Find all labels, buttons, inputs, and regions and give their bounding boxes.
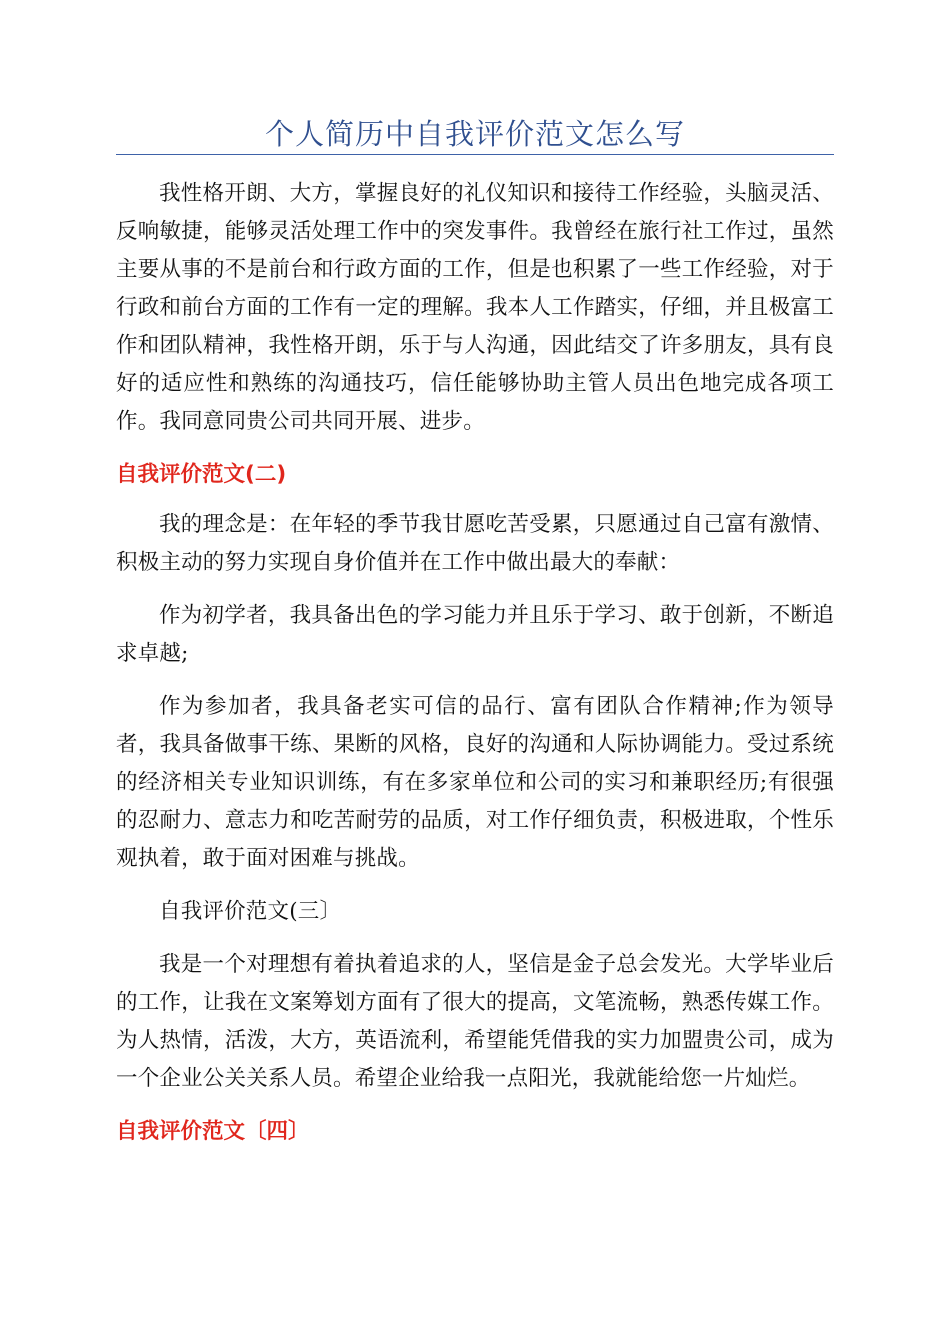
paragraph-2c: 作为参加者，我具备老实可信的品行、富有团队合作精神;作为领导者，我具备做事干练、果断的风格，良好的沟通和人际协调能力。受过系统的经济相关专业知识训练，有在多家单位和公司的实习和兼职经历;有很强的忍耐力、意志力和吃苦耐劳的品质，对工作仔细负责，积极进取，个性乐观执着，敢于面对困难与挑战。 xyxy=(116,694,834,871)
paragraph-1: 我性格开朗、大方，掌握良好的礼仪知识和接待工作经验，头脑灵活、反响敏捷，能够灵活处理工作中的突发事件。我曾经在旅行社工作过，虽然主要从事的不是前台和行政方面的工作，但是也积累了一些工作经验，对于行政和前台方面的工作有一定的理解。我本人工作踏实，仔细，并且极富工作和团队精神，我性格开朗，乐于与人沟通，因此结交了许多朋友，具有良好的适应性和熟练的沟通技巧，信任能够协助主管人员出色地完成各项工作。我同意同贵公司共同开展、进步。 xyxy=(116,181,834,434)
paragraph-3: 我是一个对理想有着执着追求的人，坚信是金子总会发光。大学毕业后的工作，让我在文案筹划方面有了很大的提高，文笔流畅，熟悉传媒工作。为人热情，活泼，大方，英语流利，希望能凭借我的实力加盟贵公司，成为一个企业公关关系人员。希望企业给我一点阳光，我就能给您一片灿烂。 xyxy=(116,952,834,1091)
section-heading-3: 自我评价范文(三〕 xyxy=(159,899,342,924)
page-title: 个人简历中自我评价范文怎么写 xyxy=(264,117,685,151)
document-body xyxy=(116,175,834,1163)
section-heading-4: 自我评价范文〔四〕 xyxy=(116,1119,310,1144)
title-underline xyxy=(116,154,834,155)
paragraph-2a: 我的理念是：在年轻的季节我甘愿吃苦受累，只愿通过自己富有激情、积极主动的努力实现自身价值并在工作中做出最大的奉献： xyxy=(116,512,834,575)
paragraph-2b: 作为初学者，我具备出色的学习能力并且乐于学习、敢于创新，不断追求卓越; xyxy=(116,603,834,666)
section-heading-2: 自我评价范文(二) xyxy=(116,462,287,487)
